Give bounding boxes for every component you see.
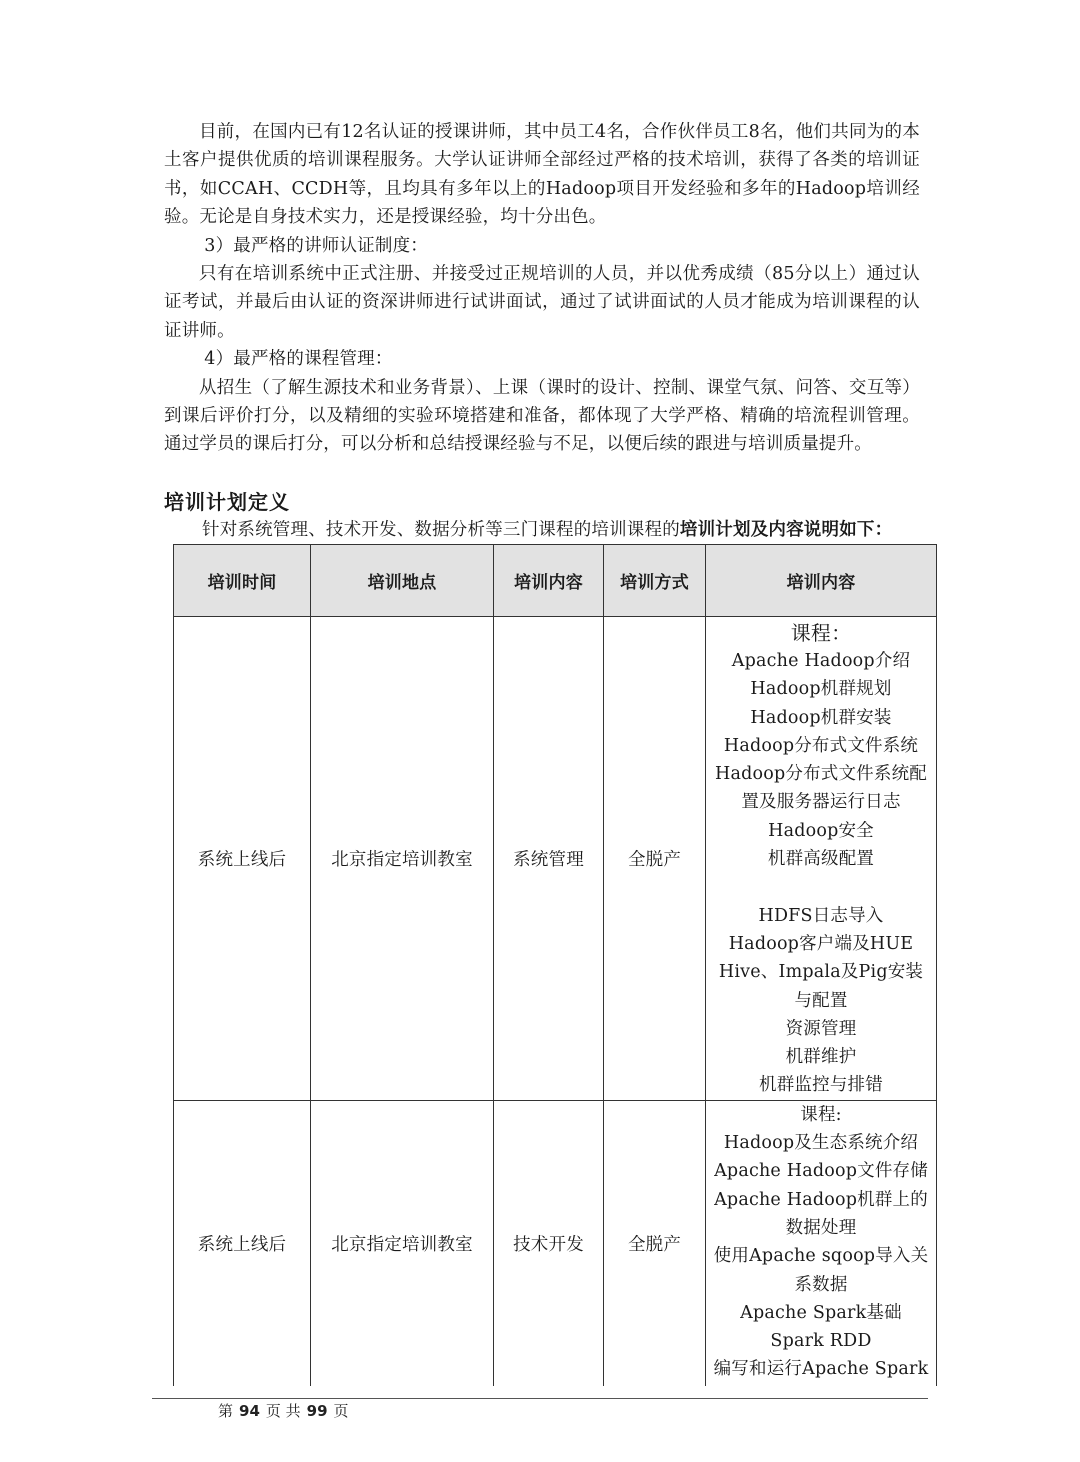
details-line: 置及服务器运行日志	[741, 792, 901, 813]
page-footer	[218, 1401, 355, 1421]
details-line: Hadoop客户端及HUE	[728, 933, 914, 954]
table-intro-text: 针对系统管理、技术开发、数据分析等三门课程的培训课程的	[202, 520, 680, 540]
details-line: 与配置	[794, 990, 848, 1011]
cell-time: 系统上线后	[174, 617, 311, 1101]
details-line: HDFS日志导入	[758, 905, 884, 926]
details-line: Hadoop机群规划	[750, 679, 892, 700]
paragraph-course-management: 从招生（了解生源技术和业务背景）、上课（课时的设计、控制、课堂气氛、问答、交互等）到课后评价打分，以及精细的实验环境搭建和准备，都体现了大学严格、精确的培流程训管理。通过学员的课后打分，可以分析和总结授课经验与不足，以便后续的跟进与培训质量提升。	[164, 377, 920, 455]
header-time: 培训时间	[174, 545, 311, 617]
paragraph-instructors: 目前，在国内已有12名认证的授课讲师，其中员工4名，合作伙伴员工8名，他们共同为的本土客户提供优质的培训课程服务。大学认证讲师全部经过严格的技术培训，获得了各类的培训证书，如CCAH、CCDH等，且均具有多年以上的Hadoop项目开发经验和多年的Hadoop培训经验。无论是自身技术实力，还是授课经验，均十分出色。	[164, 122, 920, 228]
details-blank-line	[706, 873, 936, 901]
cell-time: 系统上线后	[174, 1100, 311, 1386]
table-row	[174, 617, 937, 1101]
details-line: 机群高级配置	[767, 849, 875, 870]
details-line: 编写和运行Apache Spark	[713, 1359, 929, 1380]
cell-place: 北京指定培训教室	[311, 617, 494, 1101]
header-details: 培训内容	[706, 545, 937, 617]
subheading-certification: 3）最严格的讲师认证制度：	[204, 235, 428, 256]
details-line: Hadoop分布式文件系统配	[715, 764, 927, 785]
details-line: Hadoop安全	[768, 820, 874, 841]
section-title: 培训计划定义	[164, 490, 290, 514]
paragraph-certification: 只有在培训系统中正式注册、并接受过正规培训的人员，并以优秀成绩（85分以上）通过认证考试，并最后由认证的资深讲师进行试讲面试，通过了试讲面试的人员才能成为培训课程的认证讲师。	[164, 264, 920, 341]
cell-mode: 全脱产	[604, 617, 706, 1101]
page-total: 99	[306, 1402, 328, 1420]
details-line: Apache Hadoop介绍	[731, 651, 911, 671]
details-line: Spark RDD	[770, 1331, 872, 1352]
training-plan-table	[173, 544, 937, 1386]
table-header-row	[174, 545, 937, 617]
cell-content: 技术开发	[494, 1100, 604, 1386]
details-line: Apache Hadoop机群上的	[714, 1189, 928, 1210]
details-line: Apache Spark基础	[740, 1302, 902, 1323]
cell-details	[706, 617, 937, 1101]
footer-label: 页	[333, 1402, 349, 1420]
page-current: 94	[239, 1402, 260, 1420]
header-place: 培训地点	[311, 545, 494, 617]
table-intro-bold: 培训计划及内容说明如下：	[679, 520, 893, 540]
table-intro	[202, 516, 892, 544]
body-text	[164, 118, 920, 459]
cell-details	[706, 1100, 937, 1386]
details-line: 课程:	[800, 1104, 842, 1125]
details-line: 资源管理	[785, 1018, 857, 1039]
details-line: 机群监控与排错	[759, 1075, 883, 1096]
details-line: Hadoop机群安装	[750, 707, 892, 728]
table-row	[174, 1100, 937, 1386]
details-line: 系数据	[794, 1274, 848, 1295]
footer-label: 页 共	[265, 1402, 301, 1420]
footer-rule	[152, 1398, 928, 1399]
details-line: 使用Apache sqoop导入关	[713, 1246, 929, 1267]
header-mode: 培训方式	[604, 545, 706, 617]
header-content: 培训内容	[494, 545, 604, 617]
details-line: 课程：	[790, 621, 852, 645]
cell-mode: 全脱产	[604, 1100, 706, 1386]
subheading-course-management: 4）最严格的课程管理：	[204, 349, 393, 370]
cell-place: 北京指定培训教室	[311, 1100, 494, 1386]
details-line: Hadoop及生态系统介绍	[723, 1133, 919, 1154]
details-line: Apache Hadoop文件存储	[714, 1161, 928, 1182]
details-line: Hive、Impala及Pig安装	[718, 962, 924, 983]
details-line: 机群维护	[785, 1047, 857, 1068]
footer-label: 第	[218, 1402, 234, 1420]
details-line: Hadoop分布式文件系统	[723, 735, 919, 756]
cell-content: 系统管理	[494, 617, 604, 1101]
details-line: 数据处理	[785, 1217, 857, 1238]
